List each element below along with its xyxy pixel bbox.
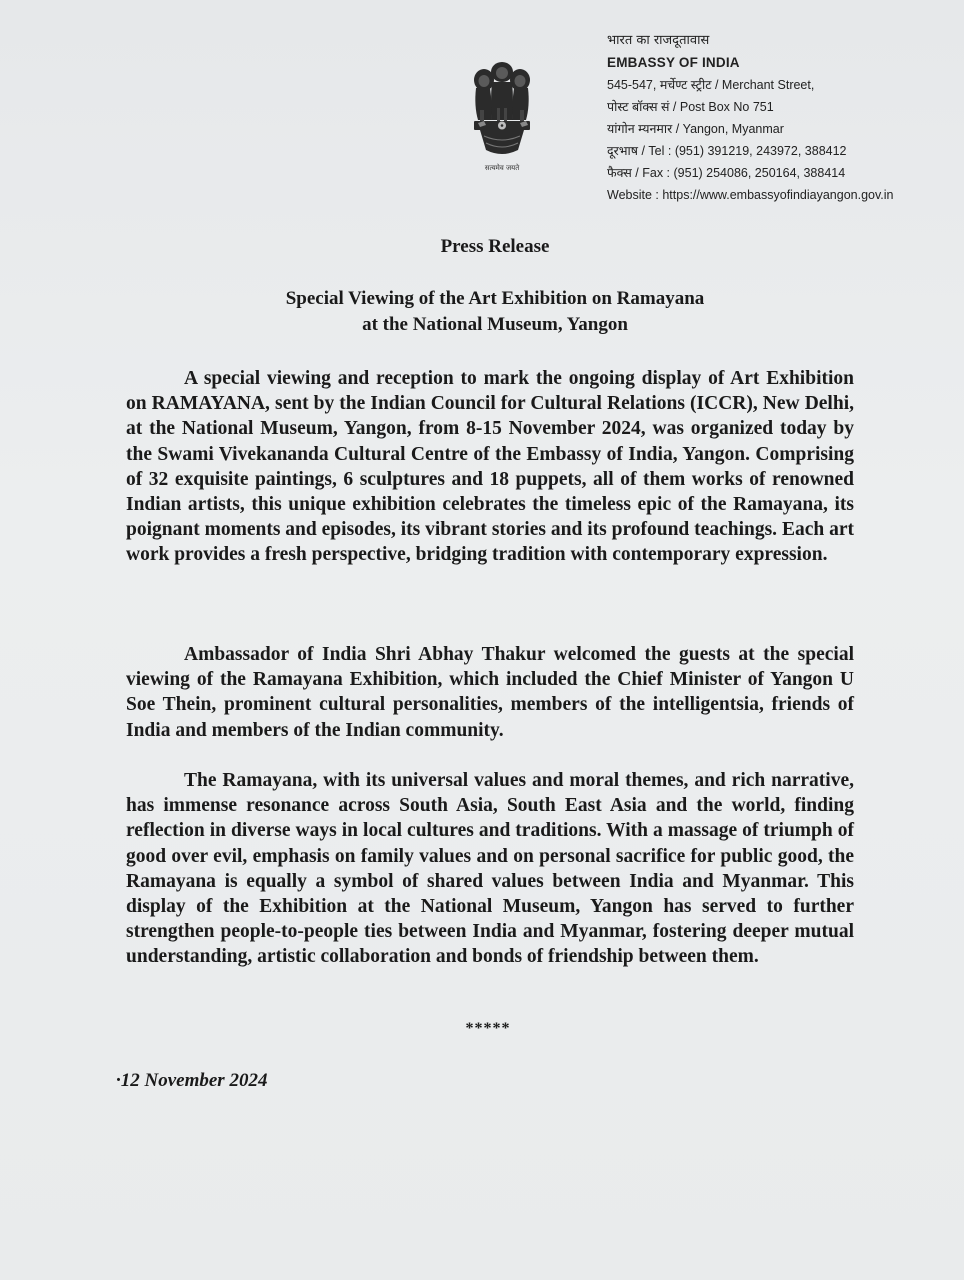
section-separator: *****	[465, 1020, 511, 1037]
national-emblem-icon	[462, 58, 542, 180]
embassy-name-hindi: भारत का राजदूतावास	[607, 33, 710, 48]
letterhead	[607, 30, 957, 206]
address-line-2: पोस्ट बॉक्स सं / Post Box No 751	[607, 100, 774, 114]
document-subtitle	[0, 286, 964, 338]
address-line-3: यांगोन म्यनमार / Yangon, Myanmar	[607, 122, 784, 136]
embassy-name: EMBASSY OF INDIA	[607, 55, 740, 70]
body-paragraph-1: A special viewing and reception to mark the ongoing display of Art Exhibition on RAMAYANA, sent by the Indian Council for Cultural Relations (ICCR), New Delhi, at the National Museum, Yangon, from 8-15 November 2024, was organized today by the Swami Vivekananda Cultural Centre of the Embassy of India, Yangon. Comprising of 32 exquisite paintings, 6 sculptures and 18 puppets, all of them works of renowned Indian artists, this unique exhibition celebrates the timeless epic of the Ramayana, its poignant moments and episodes, its vibrant stories and its profound teachings. Each art work provides a fresh perspective, bridging tradition with contemporary expression.	[126, 368, 854, 566]
document-heading: Press Release	[440, 236, 550, 257]
telephone-line: दूरभाष / Tel : (951) 391219, 243972, 388412	[607, 144, 847, 158]
body-paragraph-3: The Ramayana, with its universal values and moral themes, and rich narrative, has immense resonance across South Asia, South East Asia and the world, finding reflection in diverse ways in local cultures and traditions. With a massage of triumph of good over evil, emphasis on family values and on personal sacrifice for public good, the Ramayana is equally a symbol of shared values between India and Myanmar. This display of the Exhibition at the National Museum, Yangon has served to further strengthen people-to-people ties between India and Myanmar, fostering deeper mutual understanding, artistic collaboration and bonds of friendship between them.	[126, 770, 854, 968]
release-date: ·12 November 2024	[116, 1070, 268, 1091]
subtitle-line-1: Special Viewing of the Art Exhibition on Ramayana	[285, 288, 705, 309]
website-line: Website : https://www.embassyofindiayangon.gov.in	[607, 188, 894, 202]
fax-line: फैक्स / Fax : (951) 254086, 250164, 388414	[607, 166, 846, 180]
body-paragraph-2: Ambassador of India Shri Abhay Thakur welcomed the guests at the special viewing of the Ramayana Exhibition, which included the Chief Minister of Yangon U Soe Thein, prominent cultural personalities, members of the intelligentsia, friends of India and members of the Indian community.	[126, 644, 854, 741]
emblem-lions-icon	[462, 58, 542, 162]
address-line-1: 545-547, मर्चेण्ट स्ट्रीट / Merchant Street,	[607, 78, 815, 92]
emblem-motto: सत्यमेव जयते	[484, 164, 520, 172]
subtitle-line-2: at the National Museum, Yangon	[362, 314, 628, 335]
